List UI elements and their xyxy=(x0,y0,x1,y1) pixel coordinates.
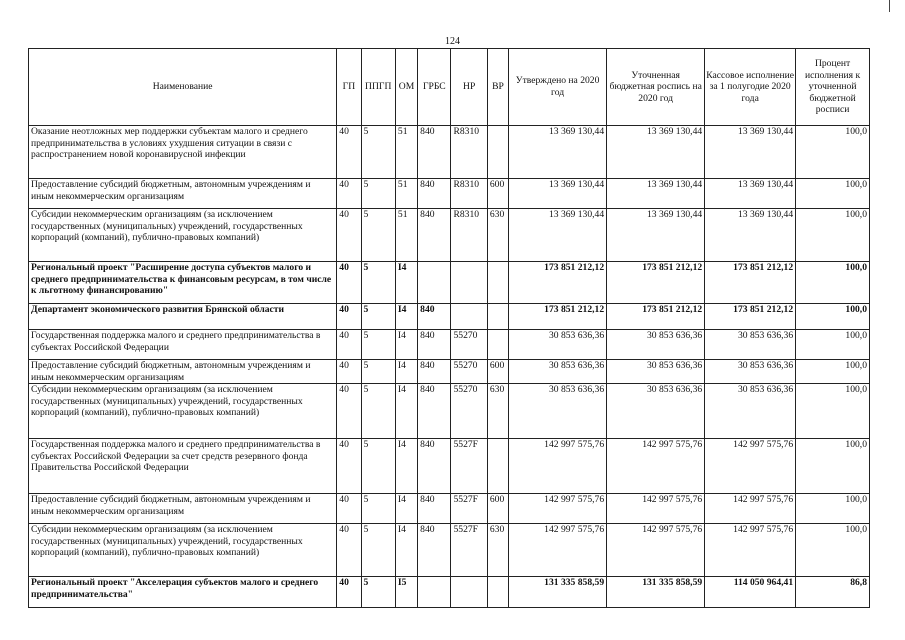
table-row xyxy=(29,524,870,577)
table-row xyxy=(29,384,870,439)
cell-name: Субсидии некоммерческим организациям (за исключением государственных (муниципальных) учреждений, государственных корпораций (компаний), публично-правовых компаний) xyxy=(29,384,337,439)
cell-cash: 173 851 212,12 xyxy=(705,304,796,330)
cell-np xyxy=(451,262,487,304)
cell-vr: 630 xyxy=(487,384,508,439)
cell-percent: 100,0 xyxy=(796,494,870,524)
cell-percent: 100,0 xyxy=(796,384,870,439)
cell-vr xyxy=(487,577,508,608)
cell-gp: 40 xyxy=(337,577,361,608)
cell-ppgp: 5 xyxy=(361,179,395,209)
header-om: ОМ xyxy=(395,49,417,126)
table-row xyxy=(29,126,870,179)
cell-vr xyxy=(487,126,508,179)
cell-gp: 40 xyxy=(337,304,361,330)
cell-np: 55270 xyxy=(451,360,487,384)
cell-approved: 13 369 130,44 xyxy=(509,179,607,209)
cell-approved: 142 997 575,76 xyxy=(509,524,607,577)
cell-approved: 173 851 212,12 xyxy=(509,304,607,330)
cell-gp: 40 xyxy=(337,439,361,494)
header-percent: Процент исполнения к уточненной бюджетной росписи xyxy=(796,49,870,126)
header-cash: Кассовое исполнение за 1 полугодие 2020 года xyxy=(705,49,796,126)
table-row xyxy=(29,439,870,494)
cell-grbs: 840 xyxy=(418,126,451,179)
cell-ppgp: 5 xyxy=(361,360,395,384)
cell-ppgp: 5 xyxy=(361,494,395,524)
cell-grbs: 840 xyxy=(418,179,451,209)
cell-vr xyxy=(487,304,508,330)
cell-om: I4 xyxy=(395,360,417,384)
header-approved: Утверждено на 2020 год xyxy=(509,49,607,126)
table-row xyxy=(29,179,870,209)
cell-np: 55270 xyxy=(451,384,487,439)
cell-grbs: 840 xyxy=(418,494,451,524)
cell-grbs xyxy=(418,577,451,608)
cell-approved: 131 335 858,59 xyxy=(509,577,607,608)
cell-percent: 100,0 xyxy=(796,304,870,330)
cell-om: 51 xyxy=(395,179,417,209)
cell-cash: 13 369 130,44 xyxy=(705,209,796,262)
cell-om: I4 xyxy=(395,494,417,524)
cell-vr xyxy=(487,262,508,304)
cell-approved: 142 997 575,76 xyxy=(509,439,607,494)
cell-vr xyxy=(487,439,508,494)
cell-cash: 30 853 636,36 xyxy=(705,360,796,384)
cell-vr: 630 xyxy=(487,209,508,262)
cell-cash: 13 369 130,44 xyxy=(705,179,796,209)
cell-name: Региональный проект "Расширение доступа субъектов малого и среднего предпринимательства к финансовым ресурсам, в том числе к льготному финансированию" xyxy=(29,262,337,304)
cell-om: I4 xyxy=(395,330,417,360)
cell-grbs: 840 xyxy=(418,330,451,360)
header-name: Наименование xyxy=(29,49,337,126)
cell-percent: 86,8 xyxy=(796,577,870,608)
cell-ppgp: 5 xyxy=(361,330,395,360)
cell-percent: 100,0 xyxy=(796,262,870,304)
cell-np: R8310 xyxy=(451,126,487,179)
cell-clarified: 13 369 130,44 xyxy=(607,126,705,179)
cell-gp: 40 xyxy=(337,360,361,384)
cell-percent: 100,0 xyxy=(796,126,870,179)
cell-approved: 30 853 636,36 xyxy=(509,360,607,384)
cell-ppgp: 5 xyxy=(361,304,395,330)
table-row xyxy=(29,209,870,262)
cell-vr: 600 xyxy=(487,494,508,524)
cell-vr: 630 xyxy=(487,524,508,577)
cell-cash: 142 997 575,76 xyxy=(705,439,796,494)
cell-om: I4 xyxy=(395,524,417,577)
table-row xyxy=(29,494,870,524)
cell-clarified: 30 853 636,36 xyxy=(607,360,705,384)
cell-np xyxy=(451,577,487,608)
header-np: НР xyxy=(451,49,487,126)
cell-clarified: 131 335 858,59 xyxy=(607,577,705,608)
cell-grbs: 840 xyxy=(418,360,451,384)
cell-clarified: 173 851 212,12 xyxy=(607,304,705,330)
cell-om: I4 xyxy=(395,304,417,330)
cell-cash: 30 853 636,36 xyxy=(705,384,796,439)
cell-percent: 100,0 xyxy=(796,179,870,209)
header-gp: ГП xyxy=(337,49,361,126)
cell-gp: 40 xyxy=(337,179,361,209)
cell-cash: 173 851 212,12 xyxy=(705,262,796,304)
cell-name: Региональный проект "Акселерация субъектов малого и среднего предпринимательства" xyxy=(29,577,337,608)
header-ppgp: ППГП xyxy=(361,49,395,126)
cell-name: Субсидии некоммерческим организациям (за исключением государственных (муниципальных) учреждений, государственных корпораций (компаний), публично-правовых компаний) xyxy=(29,524,337,577)
cell-clarified: 13 369 130,44 xyxy=(607,179,705,209)
cell-clarified: 142 997 575,76 xyxy=(607,524,705,577)
cell-np: 5527F xyxy=(451,494,487,524)
header-clarified: Уточненная бюджетная роспись на 2020 год xyxy=(607,49,705,126)
cell-percent: 100,0 xyxy=(796,209,870,262)
cell-name: Оказание неотложных мер поддержки субъектам малого и среднего предпринимательства в условиях ухудшения ситуации в связи с распространением новой коронавирусной инфекции xyxy=(29,126,337,179)
cell-clarified: 13 369 130,44 xyxy=(607,209,705,262)
cell-percent: 100,0 xyxy=(796,524,870,577)
header-vr: ВР xyxy=(487,49,508,126)
cell-percent: 100,0 xyxy=(796,439,870,494)
cell-ppgp: 5 xyxy=(361,384,395,439)
cell-gp: 40 xyxy=(337,126,361,179)
cell-percent: 100,0 xyxy=(796,330,870,360)
cell-np: 55270 xyxy=(451,330,487,360)
table-row-subtotal xyxy=(29,262,870,304)
cell-approved: 13 369 130,44 xyxy=(509,209,607,262)
cell-approved: 173 851 212,12 xyxy=(509,262,607,304)
cell-ppgp: 5 xyxy=(361,524,395,577)
cell-vr xyxy=(487,330,508,360)
cell-grbs: 840 xyxy=(418,384,451,439)
budget-execution-table xyxy=(28,48,870,608)
cell-percent: 100,0 xyxy=(796,360,870,384)
cell-np: 5527F xyxy=(451,524,487,577)
cell-grbs xyxy=(418,262,451,304)
cell-ppgp: 5 xyxy=(361,439,395,494)
cell-om: I5 xyxy=(395,577,417,608)
cell-clarified: 30 853 636,36 xyxy=(607,330,705,360)
cell-cash: 142 997 575,76 xyxy=(705,494,796,524)
cell-clarified: 142 997 575,76 xyxy=(607,494,705,524)
cell-cash: 114 050 964,41 xyxy=(705,577,796,608)
cell-approved: 142 997 575,76 xyxy=(509,494,607,524)
table-row xyxy=(29,330,870,360)
cell-name: Государственная поддержка малого и среднего предпринимательства в субъектах Российской Федерации за счет средств резервного фонда Правительства Российской Федерации xyxy=(29,439,337,494)
cell-np: R8310 xyxy=(451,209,487,262)
cell-om: 51 xyxy=(395,126,417,179)
cell-name: Предоставление субсидий бюджетным, автономным учреждениям и иным некоммерческим организациям xyxy=(29,360,337,384)
cell-np: 5527F xyxy=(451,439,487,494)
cell-name: Государственная поддержка малого и среднего предпринимательства в субъектах Российской Федерации xyxy=(29,330,337,360)
cell-ppgp: 5 xyxy=(361,262,395,304)
cell-grbs: 840 xyxy=(418,209,451,262)
cell-om: I4 xyxy=(395,439,417,494)
table-header-row xyxy=(29,49,870,126)
cell-approved: 30 853 636,36 xyxy=(509,384,607,439)
cell-gp: 40 xyxy=(337,209,361,262)
cell-gp: 40 xyxy=(337,384,361,439)
cell-clarified: 173 851 212,12 xyxy=(607,262,705,304)
cell-om: I4 xyxy=(395,262,417,304)
cell-grbs: 840 xyxy=(418,304,451,330)
table-row-subtotal xyxy=(29,304,870,330)
cell-ppgp: 5 xyxy=(361,209,395,262)
cell-cash: 13 369 130,44 xyxy=(705,126,796,179)
cell-name: Предоставление субсидий бюджетным, автономным учреждениям и иным некоммерческим организациям xyxy=(29,179,337,209)
cell-ppgp: 5 xyxy=(361,577,395,608)
cell-cash: 142 997 575,76 xyxy=(705,524,796,577)
cell-cash: 30 853 636,36 xyxy=(705,330,796,360)
cell-approved: 13 369 130,44 xyxy=(509,126,607,179)
cell-np xyxy=(451,304,487,330)
cell-np: R8310 xyxy=(451,179,487,209)
table-row-subtotal xyxy=(29,577,870,608)
cell-vr: 600 xyxy=(487,179,508,209)
cell-name: Предоставление субсидий бюджетным, автономным учреждениям и иным некоммерческим организациям xyxy=(29,494,337,524)
cell-name: Субсидии некоммерческим организациям (за исключением государственных (муниципальных) учреждений, государственных корпораций (компаний), публично-правовых компаний) xyxy=(29,209,337,262)
table-row xyxy=(29,360,870,384)
cell-om: 51 xyxy=(395,209,417,262)
header-grbs: ГРБС xyxy=(418,49,451,126)
cell-grbs: 840 xyxy=(418,524,451,577)
page-corner-mark xyxy=(889,0,890,12)
cell-approved: 30 853 636,36 xyxy=(509,330,607,360)
cell-gp: 40 xyxy=(337,524,361,577)
cell-clarified: 30 853 636,36 xyxy=(607,384,705,439)
cell-vr: 600 xyxy=(487,360,508,384)
cell-ppgp: 5 xyxy=(361,126,395,179)
cell-gp: 40 xyxy=(337,262,361,304)
cell-gp: 40 xyxy=(337,494,361,524)
cell-clarified: 142 997 575,76 xyxy=(607,439,705,494)
cell-om: I4 xyxy=(395,384,417,439)
page-number: 124 xyxy=(445,36,460,47)
cell-gp: 40 xyxy=(337,330,361,360)
cell-grbs: 840 xyxy=(418,439,451,494)
cell-name: Департамент экономического развития Брянской области xyxy=(29,304,337,330)
